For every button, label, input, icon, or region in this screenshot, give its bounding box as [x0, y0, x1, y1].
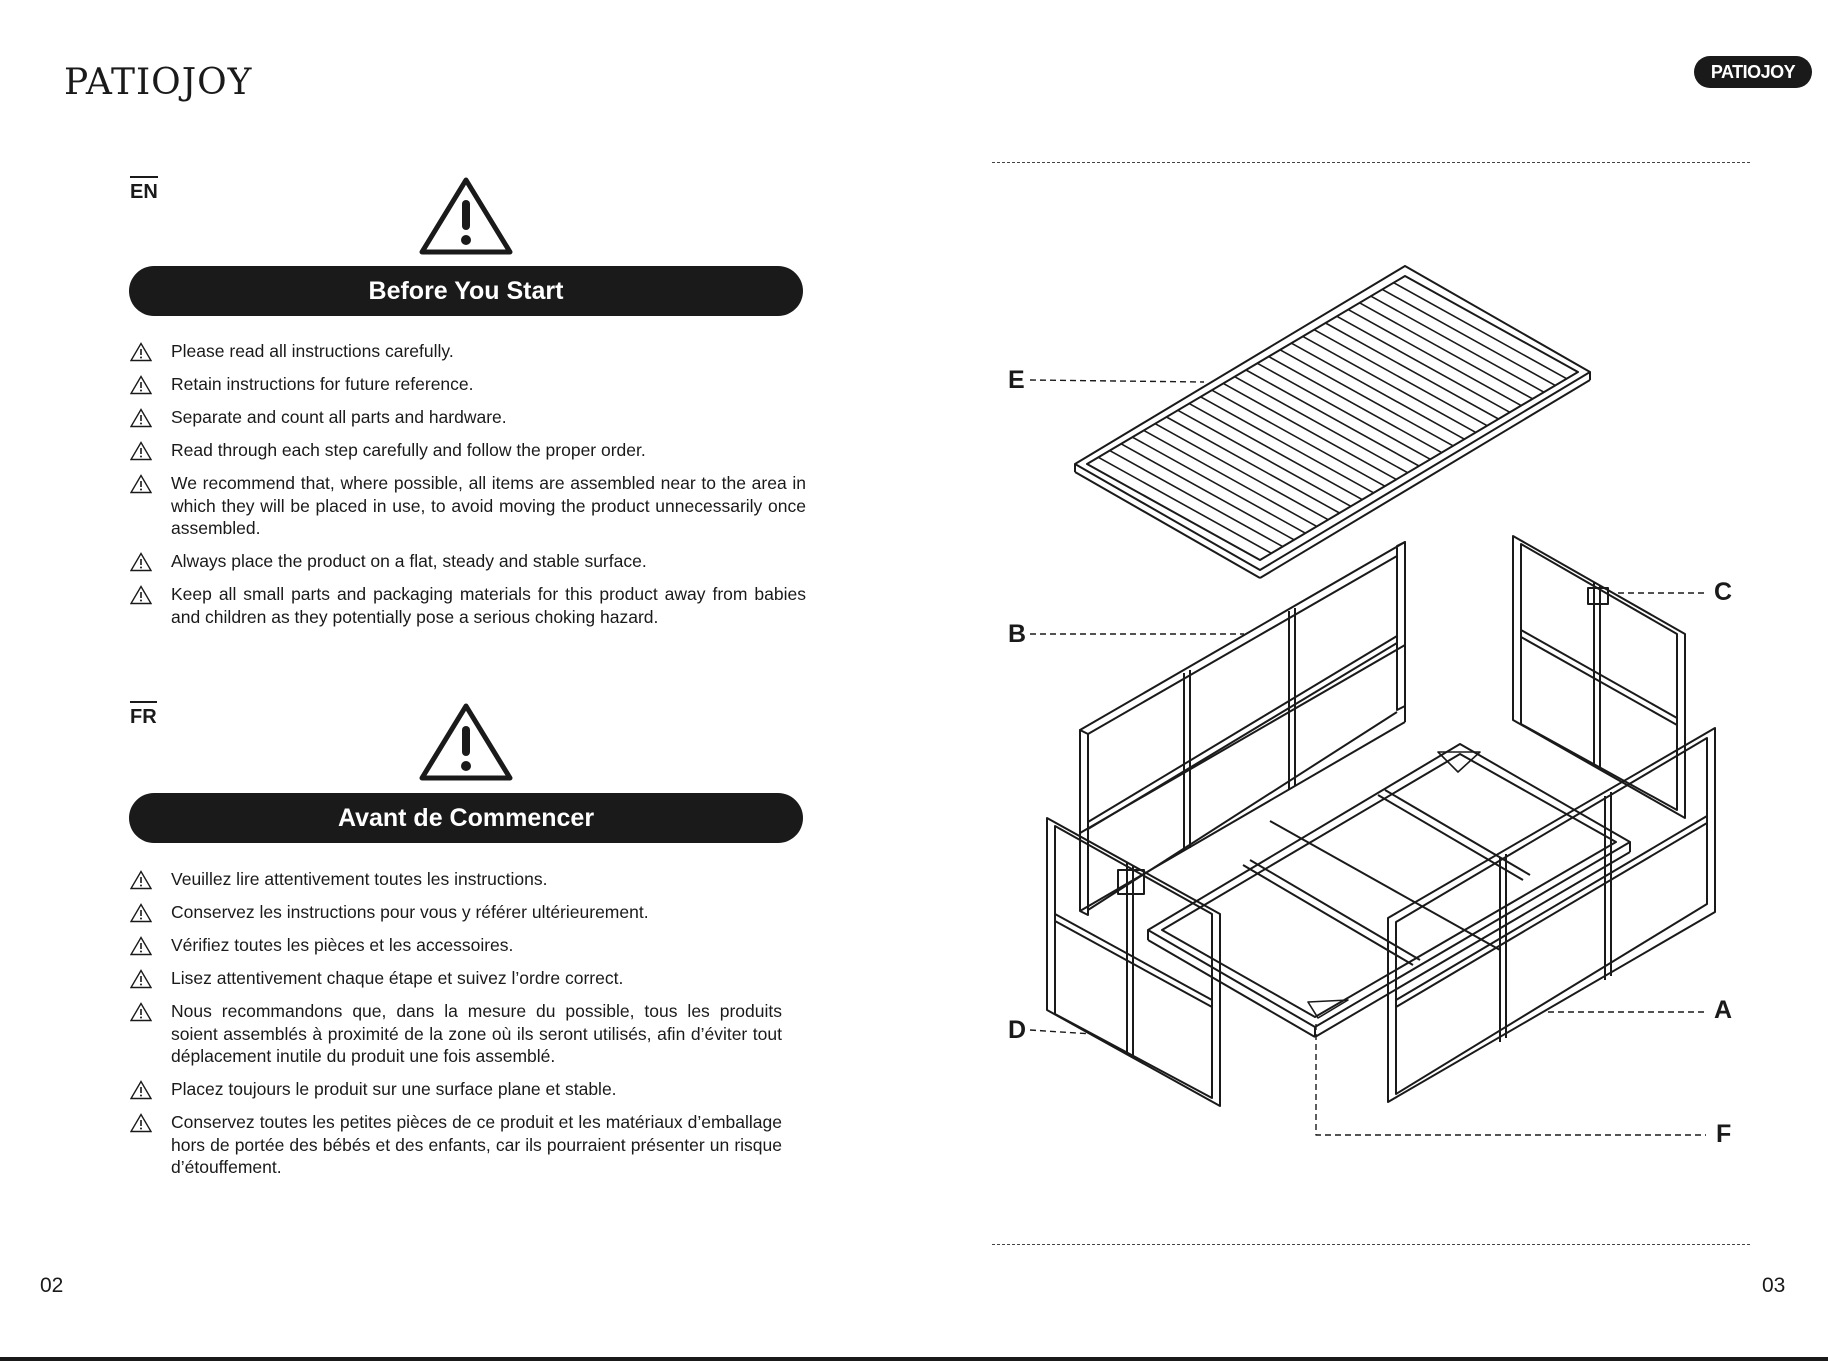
slat: [1144, 430, 1317, 526]
caution-icon: [130, 1080, 152, 1100]
slat: [1167, 417, 1340, 513]
slat: [1280, 350, 1453, 446]
slat: [1394, 283, 1567, 379]
slat: [1269, 357, 1442, 453]
instructions-list-en: [130, 340, 806, 639]
caution-icon: [130, 585, 152, 605]
part-d-front-left-frame: [1047, 818, 1220, 1106]
divider-bottom: [992, 1244, 1750, 1245]
list-item: Always place the product on a flat, steady and stable surface.: [130, 550, 806, 573]
bottom-rule: [0, 1357, 1828, 1361]
warning-icon: [418, 702, 514, 782]
brand-badge: PATIOJOY: [1694, 56, 1812, 88]
slat: [1291, 343, 1464, 439]
warning-icon: [418, 176, 514, 256]
caution-icon: [130, 1113, 152, 1133]
list-item: Retain instructions for future reference.: [130, 373, 806, 396]
leader-lines: [1030, 380, 1706, 1135]
slat: [1303, 336, 1476, 432]
page-number-left: 02: [40, 1274, 64, 1297]
slat: [1201, 397, 1374, 493]
slat: [1178, 410, 1351, 506]
slat: [1098, 457, 1271, 553]
caution-icon: [130, 342, 152, 362]
lang-code-en: EN: [130, 176, 158, 202]
section-title-fr: Avant de Commencer: [129, 793, 803, 843]
exploded-parts-diagram: [990, 240, 1770, 1170]
list-item: Separate and count all parts and hardware.: [130, 406, 806, 429]
list-item: Keep all small parts and packaging materials for this product away from babies and children as they potentially pose a serious choking hazard.: [130, 583, 806, 628]
part-e-top-panel: [1075, 266, 1590, 578]
caution-icon: [130, 903, 152, 923]
caution-icon: [130, 474, 152, 494]
caution-icon: [130, 441, 152, 461]
list-item: Read through each step carefully and follow the proper order.: [130, 439, 806, 462]
list-item: Vérifiez toutes les pièces et les accessoires.: [130, 934, 782, 957]
slat: [1121, 444, 1294, 540]
part-c-side-frame: [1513, 536, 1685, 818]
callout-d: D: [1008, 1016, 1027, 1044]
slat: [1235, 377, 1408, 473]
list-item: We recommend that, where possible, all items are assembled near to the area in which they will be placed in use, to avoid moving the product unnecessarily once assembled.: [130, 472, 806, 540]
callout-b: B: [1008, 620, 1027, 648]
list-item: Veuillez lire attentivement toutes les instructions.: [130, 868, 782, 891]
caution-icon: [130, 870, 152, 890]
slat: [1223, 383, 1396, 479]
list-item: Conservez les instructions pour vous y référer ultérieurement.: [130, 901, 782, 924]
callout-c: C: [1714, 578, 1733, 606]
caution-icon: [130, 408, 152, 428]
slat: [1155, 424, 1328, 520]
part-b-back-frame: [1080, 542, 1405, 915]
slat: [1348, 310, 1521, 406]
instructions-list-fr: [130, 868, 782, 1189]
callout-e: E: [1008, 366, 1025, 394]
slat: [1257, 363, 1430, 459]
slat: [1212, 390, 1385, 486]
slat: [1371, 296, 1544, 392]
divider-top: [992, 162, 1750, 163]
list-item: Nous recommandons que, dans la mesure du possible, tous les produits soient assemblés à proximité de la zone où ils seront utilisés, afin d’éviter tout déplacement inutile du produit une fois assemblé.: [130, 1000, 782, 1068]
callout-f: F: [1716, 1120, 1732, 1148]
caution-icon: [130, 1002, 152, 1022]
list-item: Please read all instructions carefully.: [130, 340, 806, 363]
caution-icon: [130, 936, 152, 956]
brand-logo: PATIOJOY: [64, 62, 253, 103]
lang-code-fr: FR: [130, 701, 157, 727]
slat: [1360, 303, 1533, 399]
list-item: Conservez toutes les petites pièces de ce produit et les matériaux d’emballage hors de portée des bébés et des enfants, car ils pourraient présenter un risque d’étouffement.: [130, 1111, 782, 1179]
callout-a: A: [1714, 996, 1733, 1024]
slat: [1326, 323, 1499, 419]
caution-icon: [130, 375, 152, 395]
slat: [1337, 316, 1510, 412]
slat: [1314, 330, 1487, 426]
list-item: Placez toujours le produit sur une surface plane et stable.: [130, 1078, 782, 1101]
caution-icon: [130, 552, 152, 572]
slat: [1189, 404, 1362, 500]
caution-icon: [130, 969, 152, 989]
section-title-en: Before You Start: [129, 266, 803, 316]
slat: [1246, 370, 1419, 466]
list-item: Lisez attentivement chaque étape et suivez l’ordre correct.: [130, 967, 782, 990]
page-number-right: 03: [1762, 1274, 1786, 1297]
